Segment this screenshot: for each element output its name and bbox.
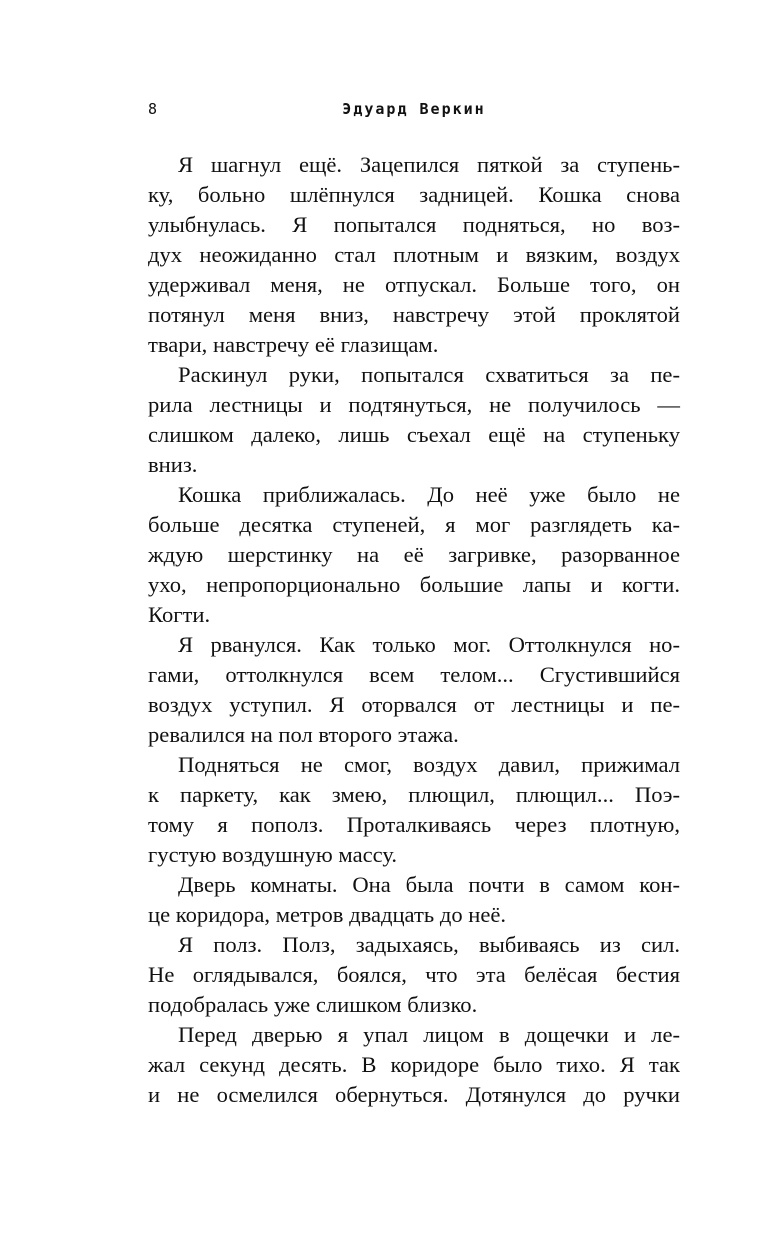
text-line: ку, больно шлёпнулся задницей. Кошка снова xyxy=(148,182,680,207)
text-line: це коридора, метров двадцать до неё. xyxy=(148,902,507,927)
text-line: ревалился на пол второго этажа. xyxy=(148,722,459,747)
paragraph xyxy=(148,870,680,930)
text-line: Перед дверью я упал лицом в дощечки и ле- xyxy=(178,1022,680,1047)
text-line: твари, навстречу её глазищам. xyxy=(148,332,439,357)
paragraph xyxy=(148,630,680,750)
text-line: Я шагнул ещё. Зацепился пяткой за ступень- xyxy=(178,152,680,177)
page-number: 8 xyxy=(148,100,158,118)
text-line: удерживал меня, не отпускал. Больше того, он xyxy=(148,272,680,297)
text-line: слишком далеко, лишь съехал ещё на ступеньку xyxy=(148,422,680,447)
text-line: и не осмелился обернуться. Дотянулся до ручки xyxy=(148,1082,680,1107)
paragraph xyxy=(148,750,680,870)
running-head xyxy=(148,100,680,120)
text-line: Я полз. Полз, задыхаясь, выбиваясь из сил. xyxy=(178,932,680,957)
text-line: Когти. xyxy=(148,602,211,627)
text-line: гами, оттолкнулся всем телом... Сгустившийся xyxy=(148,662,680,687)
text-line: тому я пополз. Проталкиваясь через плотную, xyxy=(148,812,680,837)
text-line: рила лестницы и подтянуться, не получилось — xyxy=(148,392,680,417)
text-line: Раскинул руки, попытался схватиться за пе- xyxy=(178,362,680,387)
body-text xyxy=(148,150,680,1110)
text-line: дух неожиданно стал плотным и вязким, воздух xyxy=(148,242,680,267)
paragraph xyxy=(148,360,680,480)
text-line: Подняться не смог, воздух давил, прижимал xyxy=(178,752,680,777)
text-line: ухо, непропорционально большие лапы и когти. xyxy=(148,572,680,597)
text-line: больше десятка ступеней, я мог разглядеть ка- xyxy=(148,512,680,537)
text-line: подобралась уже слишком близко. xyxy=(148,992,478,1017)
text-line: Не оглядывался, боялся, что эта белёсая бестия xyxy=(148,962,680,987)
text-line: потянул меня вниз, навстречу этой проклятой xyxy=(148,302,680,327)
text-line: жал секунд десять. В коридоре было тихо. Я так xyxy=(148,1052,680,1077)
paragraph xyxy=(148,150,680,360)
text-line: Кошка приближалась. До неё уже было не xyxy=(178,482,680,507)
text-line: ждую шерстинку на её загривке, разорванное xyxy=(148,542,680,567)
text-line: густую воздушную массу. xyxy=(148,842,398,867)
paragraph xyxy=(148,930,680,1020)
text-line: вниз. xyxy=(148,452,198,477)
text-line: улыбнулась. Я попытался подняться, но воз- xyxy=(148,212,680,237)
paragraph xyxy=(148,480,680,630)
running-head-author: Эдуард Веркин xyxy=(342,100,486,118)
text-line: воздух уступил. Я оторвался от лестницы и пе- xyxy=(148,692,680,717)
text-line: к паркету, как змею, плющил, плющил... Поэ- xyxy=(148,782,680,807)
book-page xyxy=(148,0,680,1241)
paragraph xyxy=(148,1020,680,1110)
text-line: Дверь комнаты. Она была почти в самом кон- xyxy=(178,872,680,897)
text-line: Я рванулся. Как только мог. Оттолкнулся но- xyxy=(178,632,680,657)
